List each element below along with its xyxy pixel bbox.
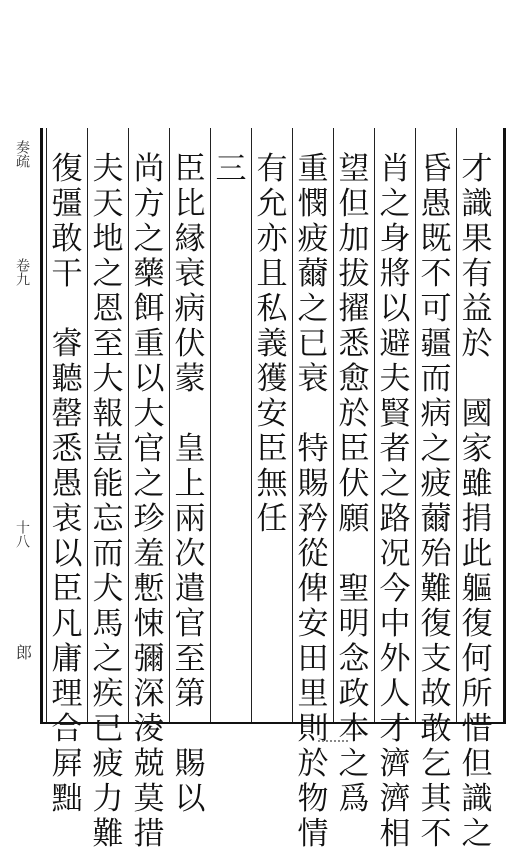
margin-volume: 卷九 [14,258,30,286]
margin-page-number [14,520,30,548]
column-rule [374,128,375,722]
column-rule [128,128,129,722]
column-rule [456,128,457,722]
margin-mark: 郎 [16,643,33,662]
column-rule [415,128,416,722]
text-column: 望 但 加 拔 擢 悉 愈 於 臣 伏 願 聖 明 念 政 本 之 爲 [338,151,370,817]
text-column: 才 識 果 有 益 於 國 家 雖 捐 此 軀 復 何 所 惜 但 識 之 [461,151,493,852]
column-rule [46,128,47,722]
text-column: 尚 方 之 藥 餌 重 以 大 官 之 珍 羞 慙 悚 彌 深 淩 兢 莫 措 [133,151,165,852]
column-rule [210,128,211,722]
margin-title-label [14,140,30,286]
margin-title: 奏疏 [14,140,30,168]
text-column: 夫 天 地 之 恩 至 大 報 豈 能 忘 而 犬 馬 之 疾 已 疲 力 難 [92,151,124,852]
column-rule [87,128,88,722]
bottom-dots [318,736,348,742]
column-rule [169,128,170,722]
text-column: 有 允 亦 且 私 義 獲 安 臣 無 任 [256,151,288,537]
text-column: 復 彊 敢 干 睿 聽 罄 悉 愚 衷 以 臣 凡 庸 理 合 屛 黜 [51,151,83,817]
column-rule [251,128,252,722]
text-column: 昏 愚 既 不 可 疆 而 病 之 疲 薾 殆 難 復 支 故 敢 乞 其 不 [420,151,452,852]
text-column: 臣 比 縁 衰 病 伏 蒙 皇 上 兩 次 遣 官 至 第 賜 以 [174,151,206,817]
text-column: 三 [215,151,247,187]
column-rule [333,128,334,722]
text-column: 重 憫 疲 薾 之 已 衰 特 賜 矜 從 俾 安 田 里 則 於 物 情 [297,151,329,852]
margin-page-text: 十八 [14,520,30,548]
column-rule [292,128,293,722]
text-column: 肖 之 身 將 以 避 夫 賢 者 之 路 况 今 中 外 人 才 濟 濟 相 [379,151,411,852]
